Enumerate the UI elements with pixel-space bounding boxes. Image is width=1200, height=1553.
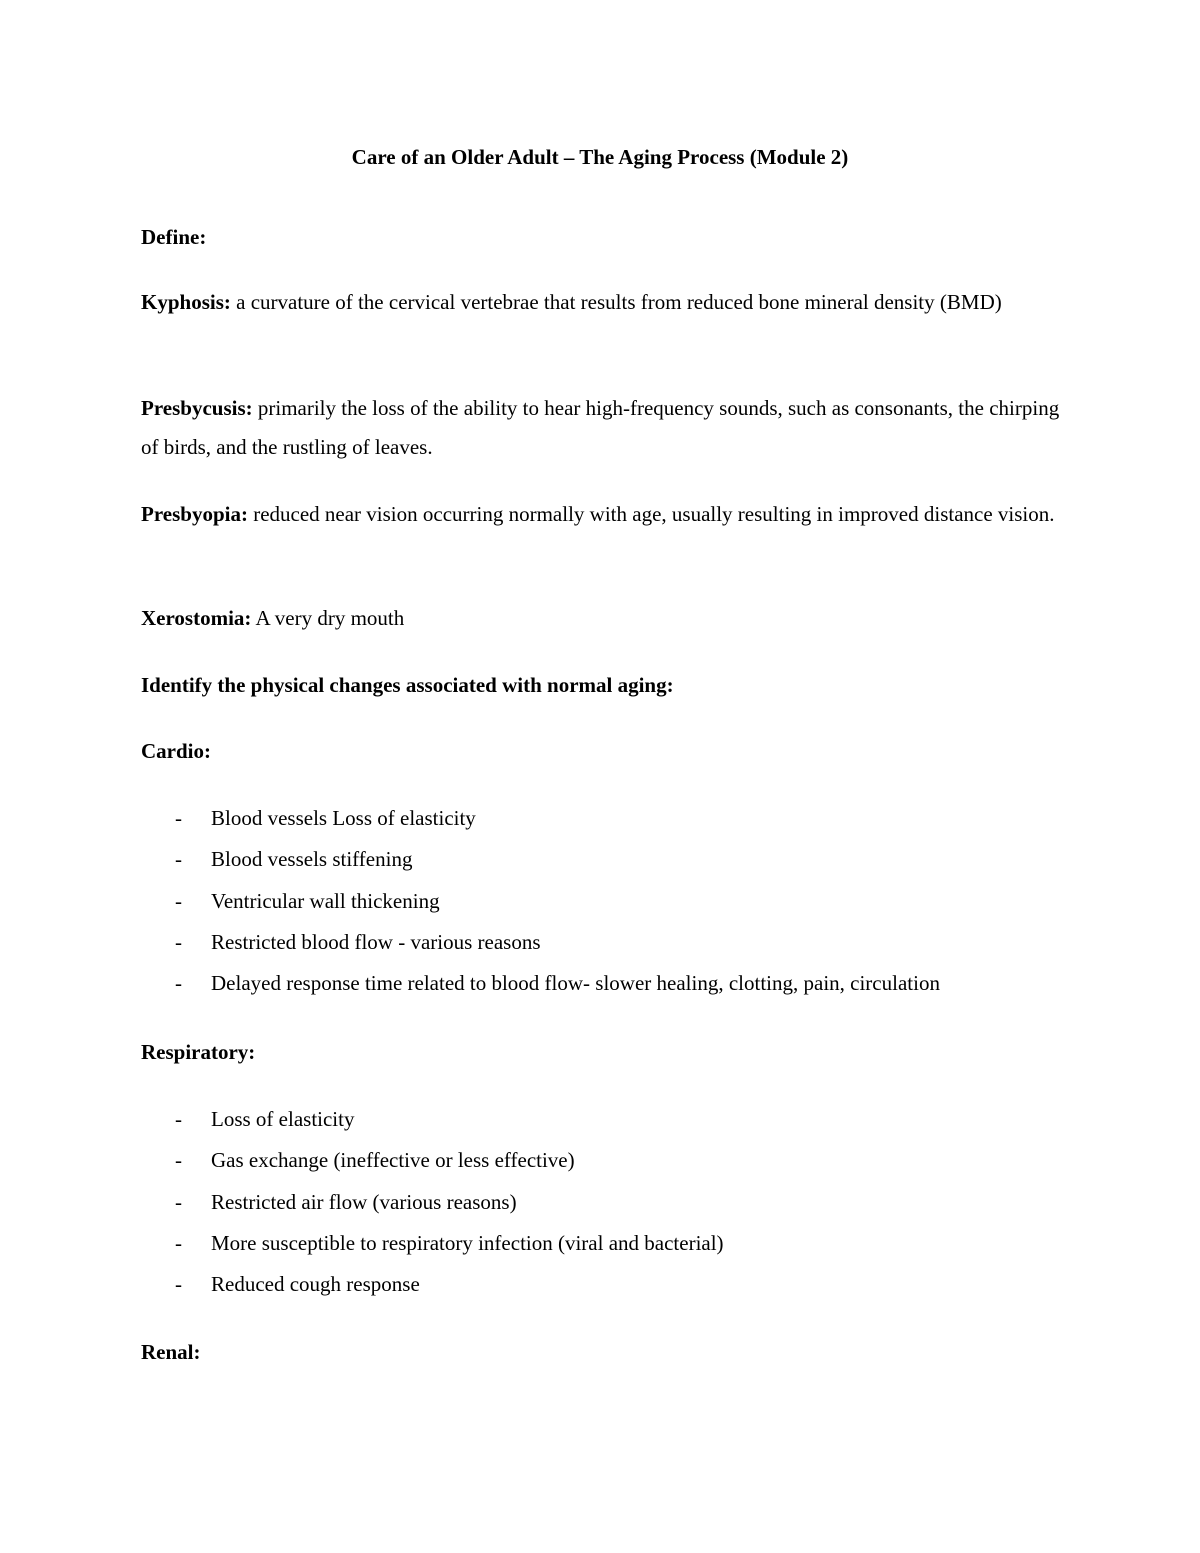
list-item xyxy=(175,963,1055,1004)
list-item xyxy=(175,798,1055,839)
definition-term: Presbycusis: xyxy=(141,396,253,420)
list-item xyxy=(175,1099,1055,1140)
list-item-text: Blood vessels Loss of elasticity xyxy=(211,806,476,830)
list-item-text: Ventricular wall thickening xyxy=(211,888,440,913)
list-item-text: Gas exchange (ineffective or less effective) xyxy=(211,1148,575,1173)
definition-text: a curvature of the cervical vertebrae that results from reduced bone mineral density (BMD) xyxy=(230,290,1002,314)
definition-text: A very dry mouth xyxy=(251,606,405,630)
bullet-dash: - xyxy=(175,1230,182,1255)
list-item-text: Blood vessels stiffening xyxy=(211,847,413,872)
list-item-text: Restricted air flow (various reasons) xyxy=(211,1189,517,1214)
definition-text: primarily the loss of the ability to hear high-frequency sounds, such as consonants, the chirping of birds, and the rustling of leaves. xyxy=(141,396,1060,459)
identify-heading: Identify the physical changes associated with normal aging: xyxy=(141,673,674,697)
list-item-text: More susceptible to respiratory infection (viral and bacterial) xyxy=(211,1230,724,1255)
definition-presbycusis xyxy=(141,389,1066,467)
definition-kyphosis xyxy=(141,283,1066,322)
list-item-text: Loss of elasticity xyxy=(211,1107,355,1131)
list-item-text: Delayed response time related to blood flow- slower healing, clotting, pain, circulation xyxy=(211,971,940,996)
definition-term: Presbyopia: xyxy=(141,502,248,526)
list-item xyxy=(175,922,1055,963)
document-title: Care of an Older Adult – The Aging Process (Module 2) xyxy=(351,145,849,169)
define-heading: Define: xyxy=(141,225,207,249)
list-item xyxy=(175,881,1055,922)
respiratory-list xyxy=(175,1099,1055,1305)
bullet-dash: - xyxy=(175,1107,182,1131)
bullet-dash: - xyxy=(175,888,182,913)
section-heading-renal: Renal: xyxy=(141,1340,201,1364)
definition-text: reduced near vision occurring normally with age, usually resulting in improved distance vision. xyxy=(247,502,1055,526)
bullet-dash: - xyxy=(175,929,182,954)
definition-presbyopia xyxy=(141,495,1066,534)
definition-xerostomia xyxy=(141,599,1066,638)
list-item-text: Reduced cough response xyxy=(211,1272,420,1297)
section-heading-respiratory: Respiratory: xyxy=(141,1040,256,1064)
list-item-text: Restricted blood flow - various reasons xyxy=(211,929,541,954)
bullet-dash: - xyxy=(175,847,182,872)
list-item xyxy=(175,1264,1055,1305)
bullet-dash: - xyxy=(175,971,182,996)
section-heading-cardio: Cardio: xyxy=(141,739,211,763)
list-item xyxy=(175,1182,1055,1223)
definition-term: Kyphosis: xyxy=(141,290,231,314)
list-item xyxy=(175,839,1055,880)
list-item xyxy=(175,1223,1055,1264)
definition-term: Xerostomia: xyxy=(141,606,252,630)
list-item xyxy=(175,1140,1055,1181)
bullet-dash: - xyxy=(175,806,182,830)
cardio-list xyxy=(175,798,1055,1004)
bullet-dash: - xyxy=(175,1189,182,1214)
bullet-dash: - xyxy=(175,1148,182,1173)
bullet-dash: - xyxy=(175,1272,182,1297)
